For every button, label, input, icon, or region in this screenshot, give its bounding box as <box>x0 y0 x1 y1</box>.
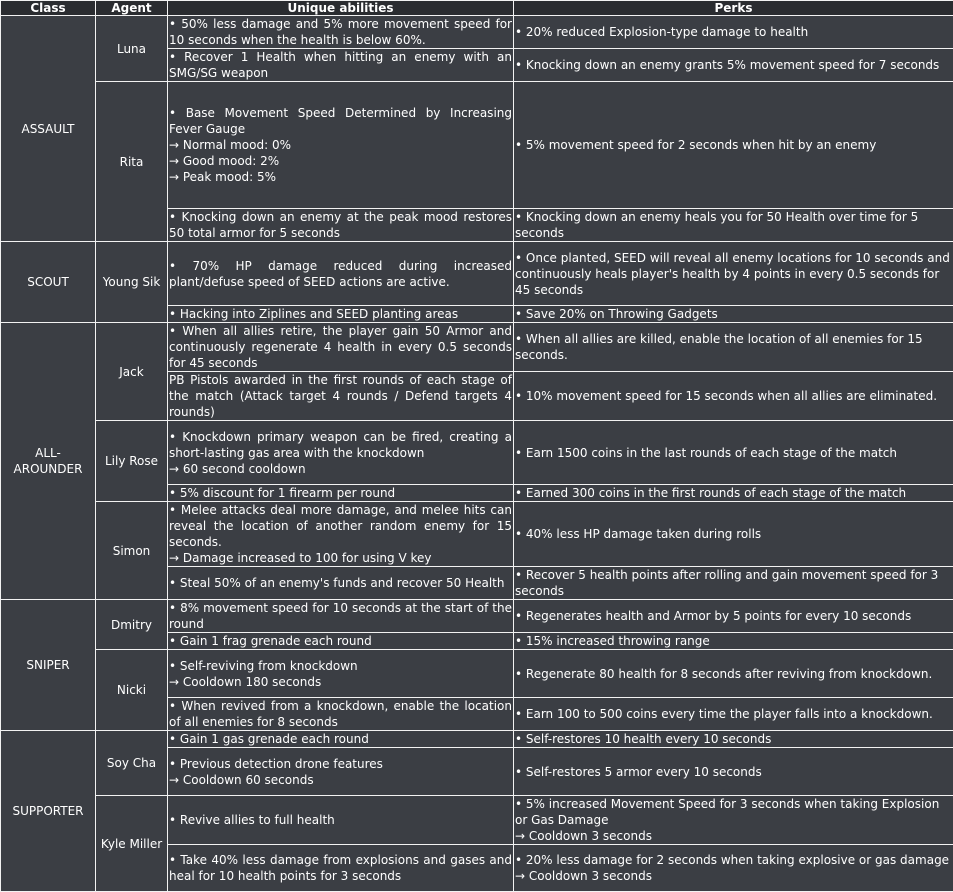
ability-line: → Damage increased to 100 for using V key <box>169 550 512 566</box>
ability-cell: • When revived from a knockdown, enable the location of all enemies for 8 seconds <box>168 698 514 731</box>
ability-cell <box>168 421 514 485</box>
agent-cell: Lily Rose <box>96 421 168 502</box>
class-cell: SNIPER <box>1 600 96 731</box>
ability-cell: • Take 40% less damage from explosions and gases and heal for 10 health points for 3 seconds <box>168 845 514 892</box>
perk-cell: • Earn 100 to 500 coins every time the player falls into a knockdown. <box>514 698 953 731</box>
perk-cell: • Earned 300 coins in the first rounds of each stage of the match <box>514 485 953 502</box>
agent-cell: Luna <box>96 16 168 82</box>
header-agent: Agent <box>96 1 168 16</box>
perk-line: → Cooldown 3 seconds <box>515 828 952 844</box>
ability-cell: • When all allies retire, the player gain 50 Armor and continuously regenerate 4 health in every 0.5 seconds for 45 seconds <box>168 323 514 372</box>
agent-cell: Soy Cha <box>96 731 168 796</box>
ability-line: → Normal mood: 0% <box>169 137 512 153</box>
perk-cell: • When all allies are killed, enable the location of all enemies for 15 seconds. <box>514 323 953 372</box>
ability-cell <box>168 82 514 209</box>
ability-cell: • Knocking down an enemy at the peak mood restores 50 total armor for 5 seconds <box>168 209 514 242</box>
perk-line: → Cooldown 3 seconds <box>515 868 952 884</box>
ability-line: • Knockdown primary weapon can be fired, creating a short-lasting gas area with the knockdown <box>169 429 512 461</box>
ability-cell: • 70% HP damage reduced during increased plant/defuse speed of SEED actions are active. <box>168 242 514 306</box>
ability-line: → Cooldown 180 seconds <box>169 674 512 690</box>
ability-cell: • Gain 1 gas grenade each round <box>168 731 514 748</box>
perk-line: • 5% increased Movement Speed for 3 seconds when taking Explosion or Gas Damage <box>515 796 952 828</box>
perk-cell: • Regenerate 80 health for 8 seconds after reviving from knockdown. <box>514 650 953 698</box>
perk-line: • 20% less damage for 2 seconds when taking explosive or gas damage <box>515 852 952 868</box>
agent-cell: Rita <box>96 82 168 242</box>
ability-cell: • Gain 1 frag grenade each round <box>168 633 514 650</box>
perk-cell: • Self-restores 5 armor every 10 seconds <box>514 748 953 796</box>
class-cell: ALL-AROUNDER <box>1 323 96 600</box>
table-row <box>1 650 953 698</box>
ability-line: → Peak mood: 5% <box>169 169 512 185</box>
perk-cell: • 10% movement speed for 15 seconds when all allies are eliminated. <box>514 372 953 421</box>
ability-cell: • 5% discount for 1 firearm per round <box>168 485 514 502</box>
table-row <box>1 242 953 306</box>
agent-cell: Nicki <box>96 650 168 731</box>
header-perks: Perks <box>514 1 953 16</box>
agent-cell: Young Sik <box>96 242 168 323</box>
ability-cell <box>168 748 514 796</box>
ability-cell: • Recover 1 Health when hitting an enemy with an SMG/SG weapon <box>168 49 514 82</box>
table-row <box>1 731 953 748</box>
header-class: Class <box>1 1 96 16</box>
perk-cell: • Regenerates health and Armor by 5 points for every 10 seconds <box>514 600 953 633</box>
ability-cell: PB Pistols awarded in the first rounds of each stage of the match (Attack target 4 rounds / Defend targets 4 rounds) <box>168 372 514 421</box>
perk-cell: • Once planted, SEED will reveal all enemy locations for 10 seconds and continuously heals player's health by 4 points in every 0.5 seconds for 45 seconds <box>514 242 953 306</box>
ability-cell <box>168 650 514 698</box>
perk-cell: • 5% movement speed for 2 seconds when hit by an enemy <box>514 82 953 209</box>
ability-line: • Previous detection drone features <box>169 756 512 772</box>
perk-cell: • 20% reduced Explosion-type damage to health <box>514 16 953 49</box>
agent-cell: Dmitry <box>96 600 168 650</box>
class-cell: SUPPORTER <box>1 731 96 892</box>
perk-cell: • 40% less HP damage taken during rolls <box>514 502 953 567</box>
ability-line: • Base Movement Speed Determined by Increasing Fever Gauge <box>169 105 512 137</box>
table-row <box>1 600 953 633</box>
perk-cell: • Knocking down an enemy grants 5% movement speed for 7 seconds <box>514 49 953 82</box>
header-row <box>1 1 953 16</box>
table-row <box>1 421 953 485</box>
perk-cell: • Recover 5 health points after rolling and gain movement speed for 3 seconds <box>514 567 953 600</box>
perk-cell: • 15% increased throwing range <box>514 633 953 650</box>
table-row <box>1 16 953 49</box>
perk-cell <box>514 845 953 892</box>
ability-line: → Good mood: 2% <box>169 153 512 169</box>
perk-cell: • Earn 1500 coins in the last rounds of each stage of the match <box>514 421 953 485</box>
header-abilities: Unique abilities <box>168 1 514 16</box>
perk-cell <box>514 796 953 845</box>
ability-cell: • Revive allies to full health <box>168 796 514 845</box>
ability-line: → 60 second cooldown <box>169 461 512 477</box>
agent-cell: Jack <box>96 323 168 421</box>
table-row <box>1 796 953 845</box>
table-row <box>1 82 953 209</box>
ability-line: • Self-reviving from knockdown <box>169 658 512 674</box>
table-row <box>1 502 953 567</box>
perk-cell: • Self-restores 10 health every 10 seconds <box>514 731 953 748</box>
ability-line: → Cooldown 60 seconds <box>169 772 512 788</box>
agent-cell: Kyle Miller <box>96 796 168 892</box>
class-cell: ASSAULT <box>1 16 96 242</box>
agent-cell: Simon <box>96 502 168 600</box>
ability-cell: • 8% movement speed for 10 seconds at the start of the round <box>168 600 514 633</box>
class-cell: SCOUT <box>1 242 96 323</box>
perk-cell: • Knocking down an enemy heals you for 50 Health over time for 5 seconds <box>514 209 953 242</box>
perk-cell: • Save 20% on Throwing Gadgets <box>514 306 953 323</box>
ability-cell <box>168 502 514 567</box>
ability-cell: • Hacking into Ziplines and SEED planting areas <box>168 306 514 323</box>
ability-line: • Melee attacks deal more damage, and melee hits can reveal the location of another random enemy for 15 seconds. <box>169 502 512 550</box>
ability-cell: • Steal 50% of an enemy's funds and recover 50 Health <box>168 567 514 600</box>
table-row <box>1 323 953 372</box>
ability-cell: • 50% less damage and 5% more movement speed for 10 seconds when the health is below 60%. <box>168 16 514 49</box>
